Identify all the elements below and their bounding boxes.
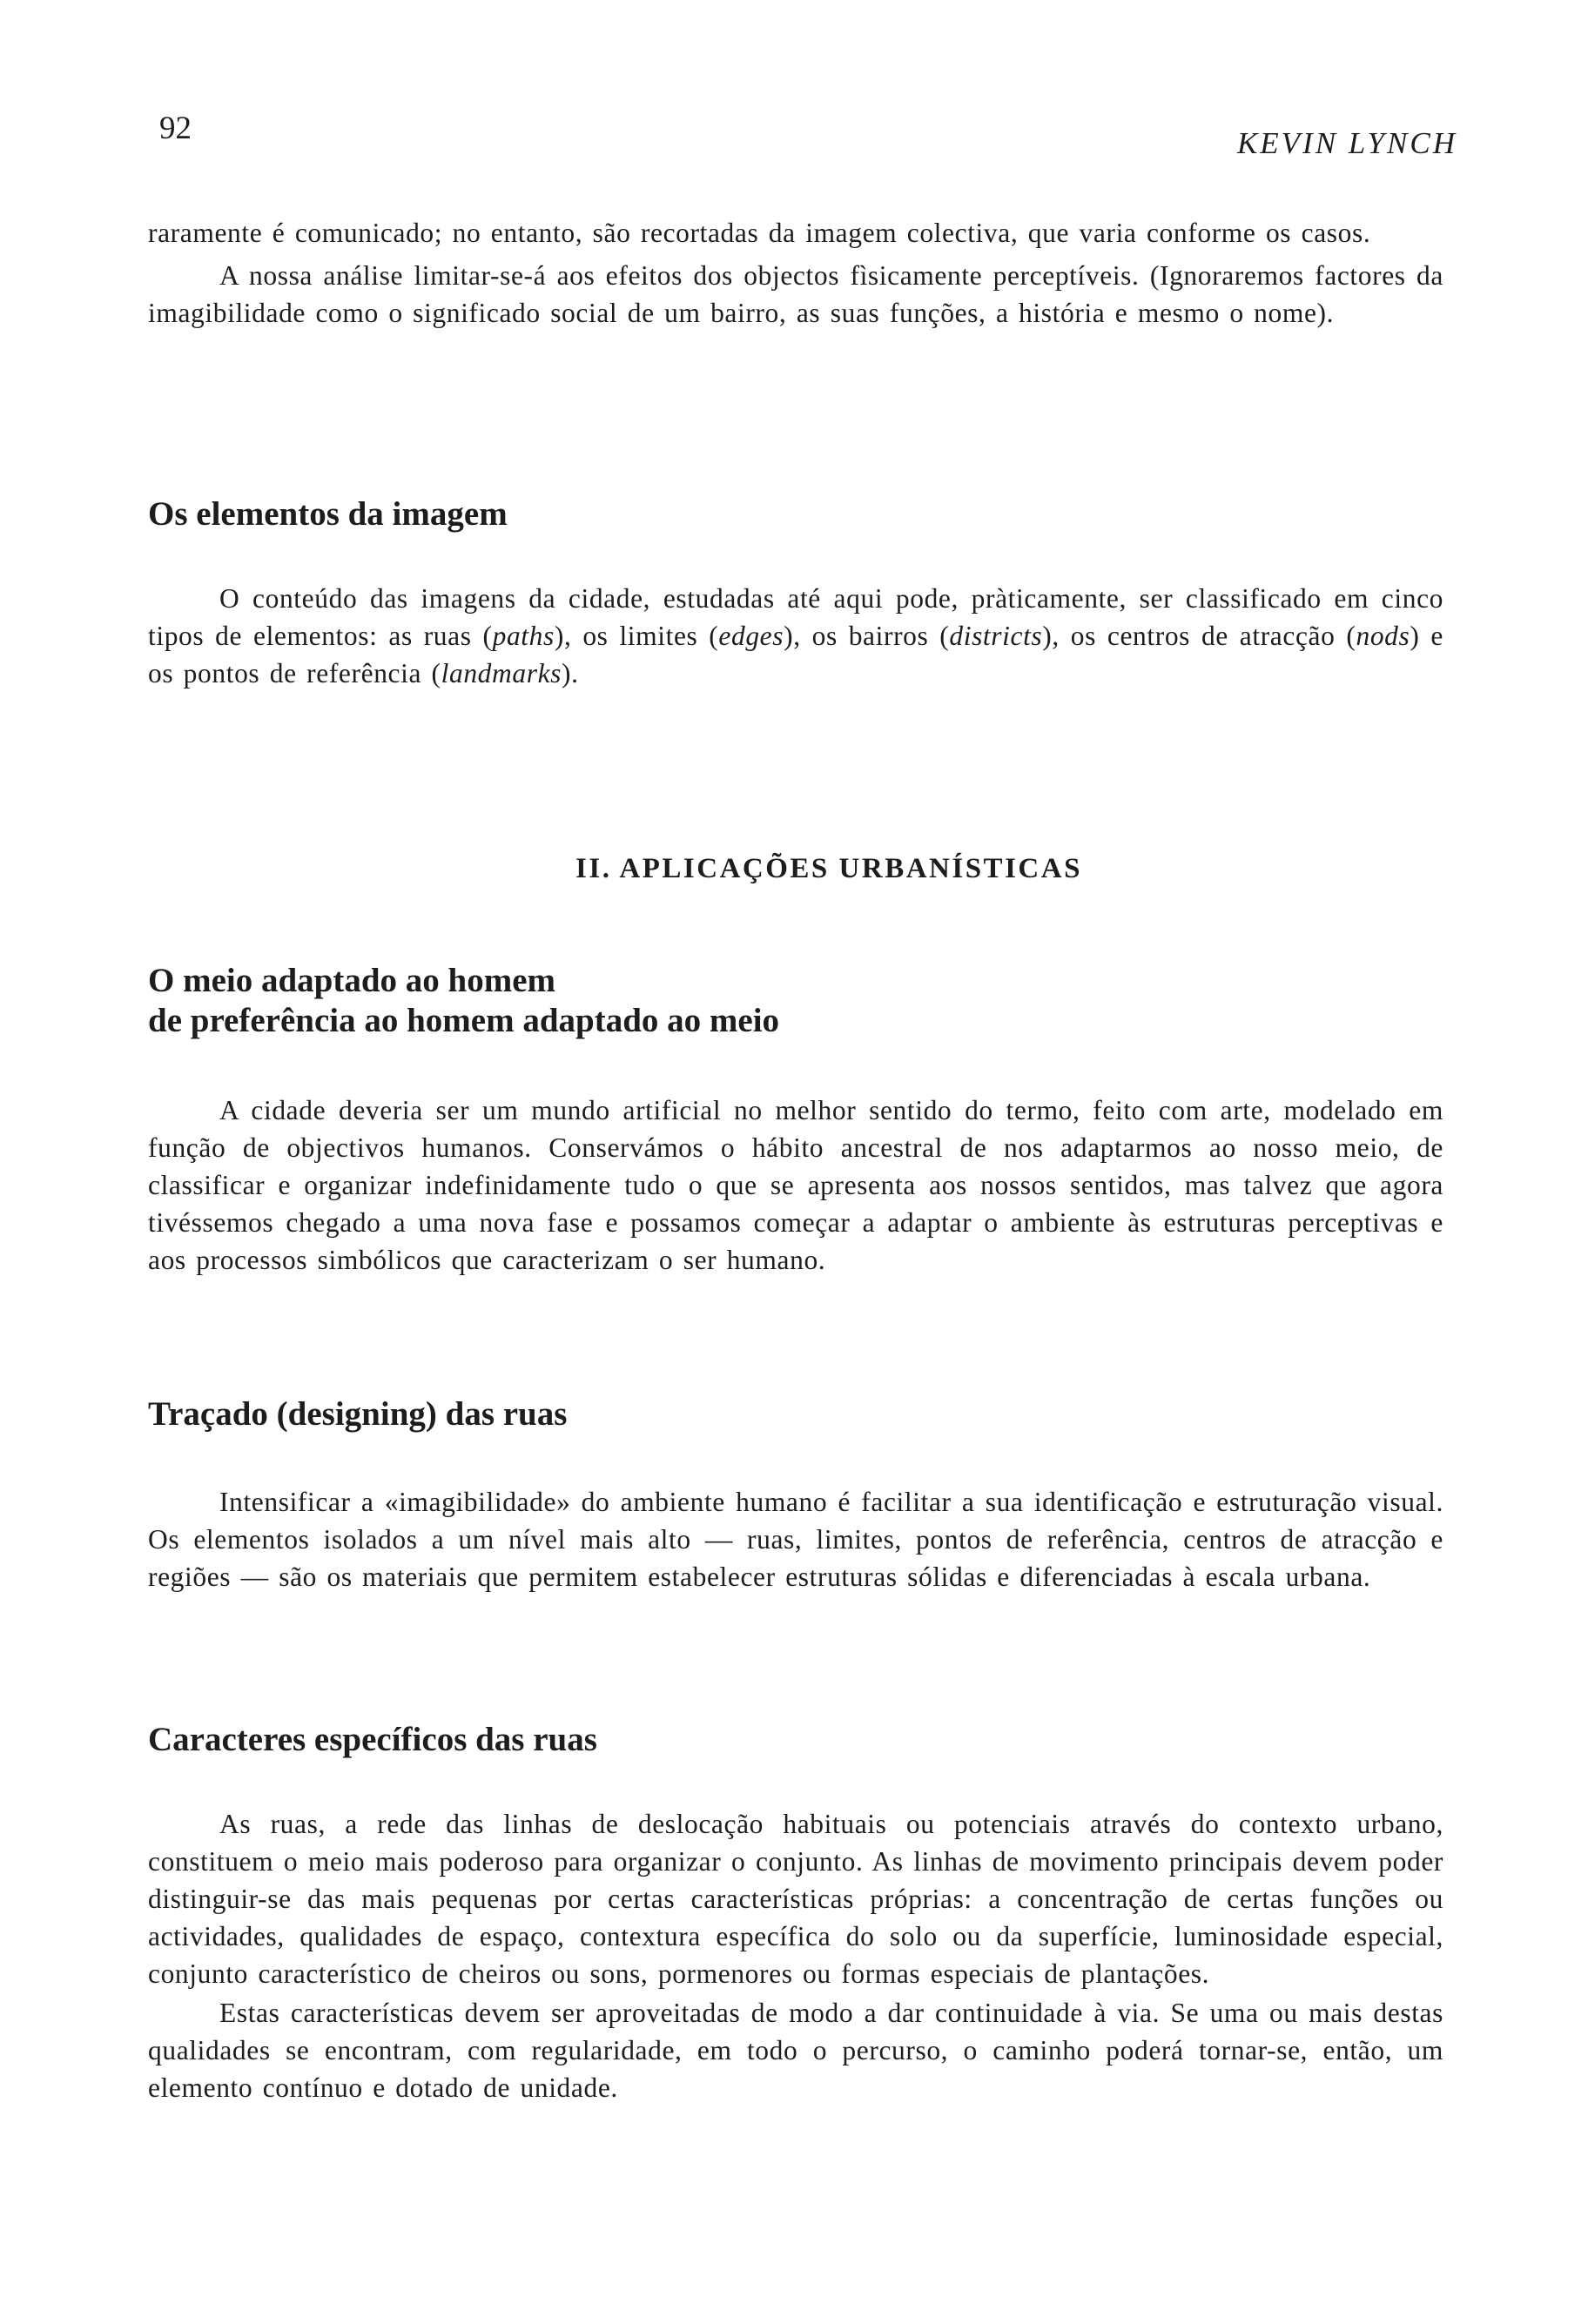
section-tracado-text	[148, 1483, 1443, 1595]
section-heading-tracado: Traçado (designing) das ruas	[148, 1395, 568, 1433]
page-number: 92	[159, 111, 192, 146]
section-meio-text	[148, 1091, 1443, 1279]
term-paths: paths	[492, 621, 555, 651]
term-districts: districts	[949, 621, 1043, 651]
heading-line-1: O meio adaptado ao homem	[148, 962, 555, 999]
heading-line-2: de preferência ao homem adaptado ao meio	[148, 1002, 780, 1039]
text-fragment: ), os bairros (	[784, 621, 950, 651]
text-fragment: ), os centros de atracção (	[1042, 621, 1356, 651]
running-head-author: KEVIN LYNCH	[1236, 126, 1457, 160]
section-heading-elementos: Os elementos da imagem	[148, 495, 508, 533]
elementos-paragraph	[148, 580, 1443, 692]
intro-text	[148, 214, 1443, 332]
section-caracteres-text	[148, 1805, 1443, 2106]
tracado-paragraph: Intensificar a «imagibilidade» do ambiente humano é facilitar a sua identificação e estruturação visual. Os elementos isolados a um nível mais alto — ruas, limites, pontos de referência, centros de atracção e regiões — são os materiais que permitem estabelecer estruturas sólidas e diferenciadas à escala urbana.	[148, 1487, 1443, 1592]
text-fragment: ) e os pontos de referência (	[148, 621, 1443, 688]
chapter-title-text: II. APLICAÇÕES URBANÍSTICAS	[575, 853, 1082, 884]
text-fragment: ).	[562, 658, 579, 688]
section-elementos-text	[148, 580, 1443, 692]
text-fragment: ), os limites (	[554, 621, 719, 651]
chapter-title	[0, 853, 1588, 885]
term-landmarks: landmarks	[441, 658, 562, 688]
intro-paragraph-1: raramente é comunicado; no entanto, são recortadas da imagem colectiva, que varia conforme os casos.	[148, 218, 1371, 248]
caracteres-paragraph-1: As ruas, a rede das linhas de deslocação habituais ou potenciais através do contexto urbano, constituem o meio mais poderoso para organizar o conjunto. As linhas de movimento principais devem poder distinguir-se das mais pequenas por certas características próprias: a concentração de certas funções ou actividades, qualidades de espaço, contextura específica do solo ou da superfície, luminosidade especial, conjunto característico de cheiros ou sons, pormenores ou formas especiais de plantações.	[148, 1809, 1443, 1989]
intro-paragraph-2: A nossa análise limitar-se-á aos efeitos dos objectos fìsicamente perceptíveis. (Ignoraremos factores da imagibilidade como o significado social de um bairro, as suas funções, a história e mesmo o nome).	[148, 260, 1443, 328]
section-heading-caracteres: Caracteres específicos das ruas	[148, 1721, 597, 1758]
term-nods: nods	[1356, 621, 1410, 651]
caracteres-paragraph-2: Estas características devem ser aproveitadas de modo a dar continuidade à via. Se uma ou mais destas qualidades se encontram, com regularidade, em todo o percurso, o caminho poderá tornar-se, então, um elemento contínuo e dotado de unidade.	[148, 1998, 1443, 2103]
term-edges: edges	[718, 621, 784, 651]
meio-paragraph: A cidade deveria ser um mundo artificial no melhor sentido do termo, feito com arte, modelado em função de objectivos humanos. Conservámos o hábito ancestral de nos adaptarmos ao nosso meio, de classificar e organizar indefinidamente tudo o que se apresenta aos nossos sentidos, mas talvez que agora tivéssemos chegado a uma nova fase e possamos começar a adaptar o ambiente às estruturas perceptivas e aos processos simbólicos que caracterizam o ser humano.	[148, 1095, 1443, 1275]
section-heading-meio	[148, 961, 779, 1041]
text-fragment: O conteúdo das imagens da cidade, estudadas até aqui pode, pràticamente, ser classificado em cinco tipos de elementos: as ruas (	[148, 583, 1443, 651]
